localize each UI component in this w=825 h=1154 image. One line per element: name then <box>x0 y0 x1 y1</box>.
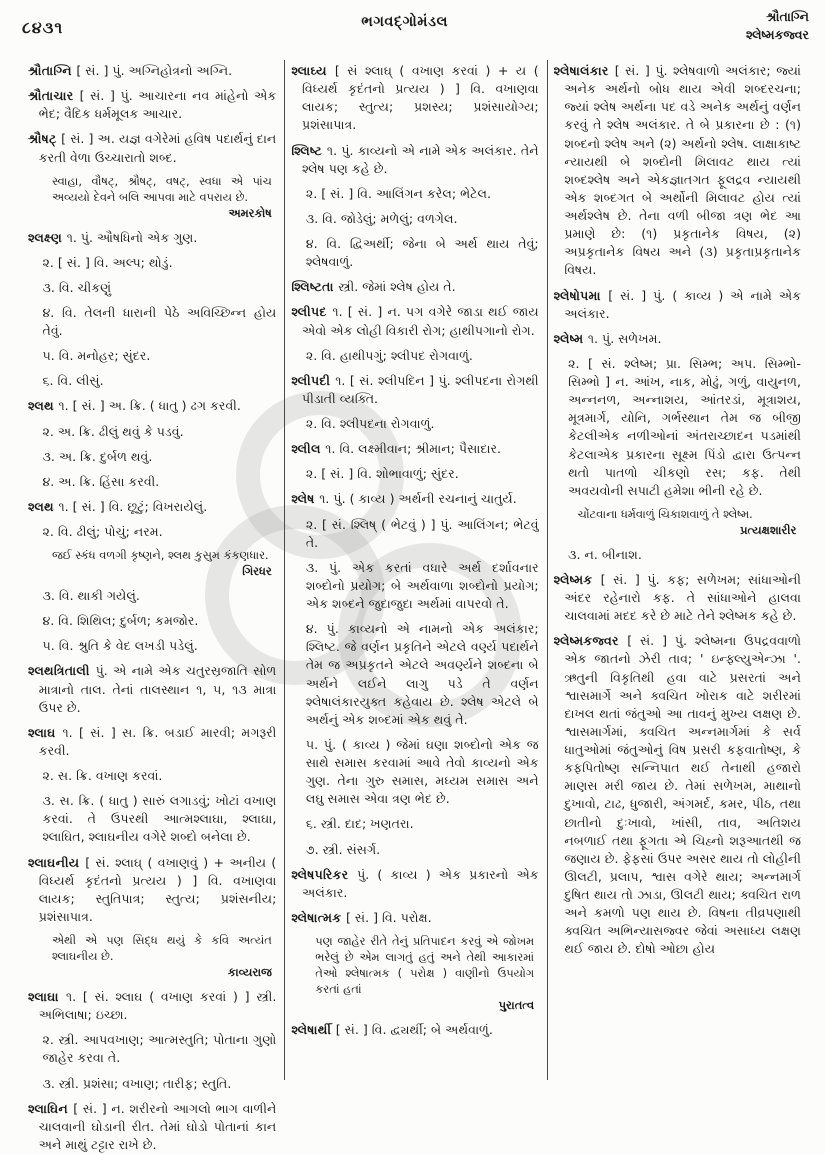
citation-source: ગિરધર <box>242 564 272 579</box>
dictionary-entry: શ્લથ ૧. [ સં. ] વિ. છૂટું; વિખરાયેલું. <box>28 498 208 514</box>
page-header <box>22 8 809 54</box>
headword: શ્લક્ષ્ણ <box>28 229 67 245</box>
headword: શ્રૌષટ્ <box>28 131 62 147</box>
headword: શ્લાઘા <box>28 989 66 1004</box>
dictionary-entry: શ્રૌતાગ્નિ [ સં. ] પું. અગ્નિહોત્રનો અગ્નિ. <box>28 63 233 78</box>
sense-item: ૨. [ સં. ] વિ. શોભાવાળું; સુંદર. <box>305 466 459 482</box>
sense-item: ૨. અ. ક્રિ. ઢીલું થવું કે પડવું. <box>42 423 184 439</box>
sense-item: ૪. અ. ક્રિ. હિંસા કરવી. <box>42 473 160 489</box>
book-title: ભગવદ્ગોમંડલ <box>361 14 448 30</box>
sense-item: ૩. ન. બીનાશ. <box>568 546 642 562</box>
sense-item: ૬. સ્ત્રી. દાદ; ખણતરા. <box>305 816 414 832</box>
headword: શ્લાઘિન <box>28 1100 74 1116</box>
headword: શ્લેષાલંકાર <box>553 63 615 78</box>
dictionary-entry: શ્લાઘ ૧. [ સં. ] સ. ક્રિ. બડાઈ મારવી; મગરૂરી કરવી. <box>28 724 277 758</box>
citation-quote: જઈ સ્કંધ વળગી કૃષ્ણને, શ્લથ કુસુમ કંકણધાર. ગિરધર <box>51 548 272 579</box>
sense-item: ૫. વિ. શ્રુતિ કે વેદ લખડી પડેલું. <box>42 638 198 654</box>
citation-quote: સ્વાહા, વૌષટ્, શ્રૌષટ્, વષટ્, સ્વધા એ પાંચ અવ્યયો દેવને બલિ આપવા માટે વપરાય છે. અમરકોષ <box>51 173 272 220</box>
citation-source: પ્રત્યક્ષશારીર <box>740 522 797 537</box>
headword: શ્લિષ્ટતા <box>291 279 339 295</box>
sense-item: ૩. વિ. જોડેલું; મળેલું; વળગેલ. <box>305 210 458 226</box>
sense-item: ૨. વિ. ઢીલું; પોચું; નરમ. <box>42 524 163 540</box>
sense-item: ૨. [ સં. ] વિ. અલ્પ; થોડું. <box>42 254 173 270</box>
dictionary-entry: શ્લિષ્ટ ૧. પું. કાવ્યનો એ નામે એક અલંકાર. તેને શ્લેષ પણ કહે છે. <box>291 142 539 176</box>
dictionary-entry: શ્લીલ ૧. વિ. લક્ષ્મીવાન; શ્રીમાન; પૈસાદાર. <box>291 441 501 457</box>
sense-item: ૨. [ સં. શ્લિષ્ ( ભેટવું ) ] પું. આલિંગન; ભેટવું તે. <box>305 516 539 550</box>
dictionary-entry: શ્લથત્રિતાલી પું. એ નામે એક ચતુરસ્રજાતિ સોળ માત્રાનો તાલ. તેનાં તાલસ્થાન ૧, ૫, ૧૩ માત્રા ઉપર છે. <box>28 663 277 715</box>
dictionary-entry: શ્લેષાલંકાર [ સં. ] પું. શ્લેષવાળો અલંકાર; જ્યાં અનેક અર્થનો બોધ થાય એવી શબ્દરચના; જ્યાં શ્લેષ અર્થના પદ વડે અનેક અર્થનું વર્ણન કરવું તે શ્લેષ અલંકાર. તે બે પ્રકારના છે : (૧) શબ્દનો શ્લેષ અને (૨) અર્થનો શ્લેષ. લાક્ષાકાષ્ટ ન્યાયથી બે શબ્દોની મિલાવટ થાય ત્યાં શબ્દશ્લેષ અને એકજ્ઞાતગત ફૂલદ્રવ ન્યાયથી એક શબ્દગત બે અર્થોની મિલાવટ હોય ત્યાં અર્થશ્લેષ છે. તેના વળી બીજા ત્રણ ભેદ આ પ્રમાણે છે: (૧) પ્રકૃતાનેક વિષય, (૨) અપ્રકૃતાનેક વિષય અને (૩) પ્રકૃતાપ્રકૃતાનેક વિષય. <box>553 63 801 278</box>
headword: શ્લથત્રિતાલી <box>28 663 96 679</box>
sense-item: ૩. સ. ક્રિ. ( ધાતુ ) સારું લગાડવું; ખોટાં વખાણ કરવાં. તે ઉપરથી આત્મશ્લાઘા, શ્લાઘા, શ્લાઘિત, શ્લાઘનીય વગેરે શબ્દો બનેલા છે. <box>42 793 277 845</box>
citation-quote: એથી એ પણ સિદ્ધ થયું કે કવિ અત્યંત શ્લાઘનીય છે. કાવ્યરાજ <box>51 933 272 980</box>
guide-word-first: શ્રૌતાગ્નિ <box>766 9 809 24</box>
citation-source: અમરકોષ <box>228 205 272 220</box>
sense-item: ૪. વિ. શિથિલ; દુર્બળ; કમજોર. <box>42 613 199 629</box>
dictionary-entry: શ્લથ ૧. [ સં. ] અ. ક્રિ. ( ધાતુ ) ઢગ કરવી. <box>28 398 241 414</box>
headword: શ્લેષ્મક <box>553 571 601 587</box>
dictionary-entry: શ્રૌષટ્ [ સં. ] અ. યજ્ઞ વગેરેમાં હવિષ પદાર્થનું દાન કરતી વેળા ઉચ્ચારાતો શબ્દ. <box>28 131 277 165</box>
headword: શ્લીપદી <box>291 372 336 388</box>
sense-item: ૨. વિ. હાથીપગું; શ્લીપદ રોગવાળું. <box>305 347 473 363</box>
dictionary-entry: શ્લેષ ૧. પું. ( કાવ્ય ) અર્થની રચનાનું ચાતુર્ય. <box>291 491 517 507</box>
citation-quote: ચોંટવાના ધર્મવાળું ચિકાશવાળું તે શ્લેષ્મ. પ્રત્યક્ષશારીર <box>577 506 797 537</box>
dictionary-entry: શ્લેષોપમા [ સં. ] પું. ( કાવ્ય ) એ નામે એક અલંકાર. <box>553 287 801 321</box>
headword: શ્લેષ્મ <box>553 330 588 346</box>
headword: શ્લેષ <box>291 491 320 507</box>
guide-words <box>746 8 809 44</box>
headword: શ્લેષ્મકજ્વર <box>553 633 628 649</box>
sense-item: ૪. પું. કાવ્યનો એ નામનો એક અલંકાર; શ્લિષ્ટ. જે વર્ણન પ્રકૃતિને એટલે વર્ણ્ય પદાર્થને તેમ જ અપ્રકૃતને એટલે અવર્ણ્યને શબ્દના બે અર્થને લઈને લાગુ પડે તે વર્ણન શ્લેષાલંકારયુક્ત કહેવાય છે. શ્લેષ એટલે બે અર્થનું એક શબ્દમાં એક થવું તે. <box>305 621 539 727</box>
sense-item: ૪. વિ. દ્વિઅર્થી; જેના બે અર્થ થાય તેવું; શ્લેષવાળું. <box>305 236 539 270</box>
dictionary-entry: શ્લીપદી ૧. [ સં. શ્લીપદિન ] પું. શ્લીપદના રોગથી પીડાતી વ્યક્તિ. <box>291 372 539 406</box>
sense-item: ૩. અ. ક્રિ. દુર્બળ થવું. <box>42 448 153 464</box>
dictionary-entry: શ્લેષાર્થી [ સં. ] વિ. દ્વ્યર્થી; બે અર્થવાળું. <box>291 1021 493 1037</box>
sense-item: ૩. વિ. થાકી ગયેલું. <box>42 588 140 604</box>
sense-item: ૨. વિ. શ્લીપદના રોગવાળું. <box>305 416 435 431</box>
dictionary-entry: શ્લાઘનીય [ સં. શ્લાઘ્ ( વખાણવું ) + અનીય ( વિધ્યર્થ કૃદંતનો પ્રત્યય ) ] વિ. વખાણવા લાયક; સ્તુતિપાત્ર; સ્તુત્ય; પ્રશંસનીય; પ્રશંસાપાત્ર. <box>28 854 277 924</box>
headword: શ્રૌતાગ્નિ <box>28 63 77 78</box>
citation-source: કાવ્યરાજ <box>227 965 272 980</box>
sense-item: ૫. પું. ( કાવ્ય ) જેમાં ઘણા શબ્દોનો એક જ સાથે સમાસ કરવામાં આવે તેવો કાવ્યનો એક ગુણ. તેના ગુરુ સમાસ, મધ્યમ સમાસ અને લઘુ સમાસ એવા ત્રણ ભેદ છે. <box>305 736 539 807</box>
sense-item: ૫. વિ. મનોહર; સુંદર. <box>42 348 151 364</box>
dictionary-entry: શ્લેષપરિકર પું. ( કાવ્ય ) એક પ્રકારનો એક અલંકાર. <box>291 866 539 900</box>
citation-quote: પણ જાહેર રીતે તેનું પ્રતિપાદન કરવું એ જોખમ ભરેલું છે એમ લાગતું હતું અને તેથી આકારમાં તેઓ શ્લેષાત્મક ( પરોક્ષ ) વાણીનો ઉપયોગ કરતાં હતાં પુરાતત્વ <box>315 934 535 1012</box>
headword: શ્લાઘ <box>28 724 63 740</box>
sense-item: ૨. સ. ક્રિ. વખાણ કરવાં. <box>42 768 163 784</box>
headword: શ્લેષોપમા <box>553 287 609 303</box>
citation-source: પુરાતત્વ <box>498 997 535 1012</box>
headword: શ્લિષ્ટ <box>291 142 327 158</box>
text-columns <box>22 60 809 1152</box>
column-3 <box>547 60 809 1080</box>
dictionary-entry: શ્લેષ્મક [ સં. ] પું. કફ; સળેખમ; સાંધાઓની અંદર રહેનારો કફ. તે સાંધાઓને હાલવા ચાલવામાં મદદ કરે છે માટે તેને શ્લેષ્મક કહે છે. <box>553 571 801 624</box>
headword: શ્રૌતાચાર <box>28 88 80 104</box>
guide-word-last: શ્લેષ્મકજ્વર <box>745 27 809 43</box>
headword: શ્લથ <box>28 498 59 514</box>
sense-item: ૩. સ્ત્રી. પ્રશંસા; વખાણ; તારીફ; સ્તુતિ. <box>42 1075 232 1091</box>
sense-item: ૩. વિ. ચીકણું <box>42 279 112 295</box>
dictionary-entry: શ્લક્ષ્ણ ૧. પું. ઔષધિનો એક ગુણ. <box>28 229 198 245</box>
dictionary-entry: શ્લેષાત્મક [ સં. ] વિ. પરોક્ષ. <box>291 909 432 925</box>
dictionary-entry: શ્લાઘ્ય [ સં શ્લાઘ્ ( વખાણ કરવાં ) + ય ( વિધ્યર્થ કૃદંતનો પ્રત્યય ) ] વિ. વખાણવા લાયક; સ્તુત્ય; પ્રશસ્ય; પ્રશંસાયોગ્ય; પ્રશંસાપાત્ર. <box>291 63 539 133</box>
dictionary-entry: શ્લીપદ ૧. [ સં. ] ન. પગ વગેરે જાડા થઈ જાય એવો એક લોહી વિકારી રોગ; હાથીપગાનો રોગ. <box>291 304 539 338</box>
headword: શ્લેષાર્થી <box>291 1021 336 1037</box>
dictionary-entry: શ્લાઘા ૧. [ સં. શ્લાઘ ( વખાણ કરવાં ) ] સ્ત્રી. અભિલાષા; ઇચ્છા. <box>28 989 277 1023</box>
sense-item: ૬. વિ. લીસું. <box>42 373 104 389</box>
headword: શ્લેષપરિકર <box>291 866 358 882</box>
sense-item: ૨. [ સં. ] વિ. આલિંગન કરેલ; ભેટેલ. <box>305 185 492 201</box>
sense-item: ૭. સ્ત્રી. સંસર્ગ. <box>305 841 381 857</box>
headword: શ્લાઘ્ય <box>291 63 335 78</box>
page-number: ૮૪૩૧ <box>22 18 64 37</box>
dictionary-entry: શ્લાઘિન [ સં. ] ન. શરીરનો આગલો ભાગ વાળીને ચાલવાની ઘોડાની રીત. તેમાં ઘોડો પોતાનાં કાન અને માથું ટટ્ટાર રાખે છે. <box>28 1100 277 1152</box>
dictionary-entry: શ્લિષ્ટતા સ્ત્રી. જેમાં શ્લેષ હોય તે. <box>291 279 456 295</box>
sense-item: ૪. વિ. તેલની ધારાની પેઠે અવિચ્છિન્ન હોય તેવું. <box>42 304 277 339</box>
column-1 <box>22 60 284 1152</box>
headword: શ્લાઘનીય <box>28 854 86 870</box>
sense-item: ૨. [ સં. શ્લેષ્મ; પ્રા. સિમ્ભ; અપ. સિમ્ભો-સિમ્ભો ] ન. આંખ, નાક, મોઢું, ગળું, વાયુનળ, અન્નનળ, અન્નાશય, આંતરડાં, મૂત્રાશય, મૂત્રમાર્ગ, યોનિ, ગર્ભસ્થાન તેમ જ બીજી કેટલીએક નળીઓનાં અંતરાચ્છાદન પડમાંથી કેટલાએક પ્રકારના સૂક્ષ્મ પિંડો દ્વારા ઉત્પન્ન થતો પાતળો ચીકણો રસ; કફ. તેથી અવયવોની સપાટી હમેશા ભીની રહે છે. <box>568 355 801 498</box>
headword: શ્લેષાત્મક <box>291 909 346 925</box>
sense-item: ૨. સ્ત્રી. આપવખાણ; આત્મસ્તુતિ; પોતાના ગુણો જાહેર કરવા તે. <box>42 1032 277 1066</box>
headword: શ્લીલ <box>291 441 326 457</box>
dictionary-entry: શ્રૌતાચાર [ સં. ] પું. આચારના નવ માંહેનો એક ભેદ; વૈદિક ધર્મમૂલક આચાર. <box>28 88 277 122</box>
dictionary-entry: શ્લેષ્મ ૧. પું. સળેખમ. <box>553 330 662 346</box>
dictionary-entry: શ્લેષ્મકજ્વર [ સં. ] પું. શ્લેષ્મના ઉપદ્રવવાળો એક જાતનો ઝેરી તાવ; ' ઇન્ફ્લ્યુએન્ઝા '. ઋતુની વિકૃતિથી હવા વાટે પ્રસરતાં અને શ્વાસમાર્ગે અને ક્વચિત ખોરાક વાટે શરીરમાં દાખલ થતાં જંતુઓ આ તાવનું મુખ્ય લક્ષણ છે. શ્વાસમાર્ગમાં, ક્વચિત અન્નમાર્ગમાં કે સર્વ ધાતુઓમાં જંતુઓનું વિષ પ્રસરી કફવાતોષ્ણ, કે કફપિતોષ્ણ સન્નિપાત થઈ તેનાથી હજારો માણસ મરી જાય છે. તેમાં સળેખમ, માથાનો દુખાવો, ટાઢ, ધુજારી, અંગમર્દ, કમર, પીઠ, તથા છાતીનો દુઃખાવો, ખાંસી, તાવ, અતિશય નબળાઈ તથા ફૂગતા એ ચિહ્નો શરૂઆતથી જ જણાય છે. ફેફસાં ઉપર અસર થાય તો લોહીની ઊલટી, પ્રલાપ, શ્વાસ વગેરે થાય; અન્નમાર્ગ દુષિત થાય તો ઝાડા, ઊલટી થાય; ક્વચિત રાળ અને કમળો પણ થાય છે. વિષના તીવ્રપણાથી ક્વચિત અભિન્યાસજ્વર જેવાં અસાધ્ય લક્ષણ થઈ જાય છે. દોષો ઓછા હોય <box>553 633 801 957</box>
column-2 <box>284 60 546 1080</box>
headword: શ્લથ <box>28 398 59 414</box>
sense-item: ૩. પું. એક કરતાં વધારે અર્થ દર્શાવનાર શબ્દોનો પ્રયોગ; બે અર્થવાળા શબ્દોનો પ્રયોગ; એક શબ્દને જુદાજુદા અર્થમાં વાપરવો તે. <box>305 559 539 611</box>
headword: શ્લીપદ <box>291 304 333 320</box>
